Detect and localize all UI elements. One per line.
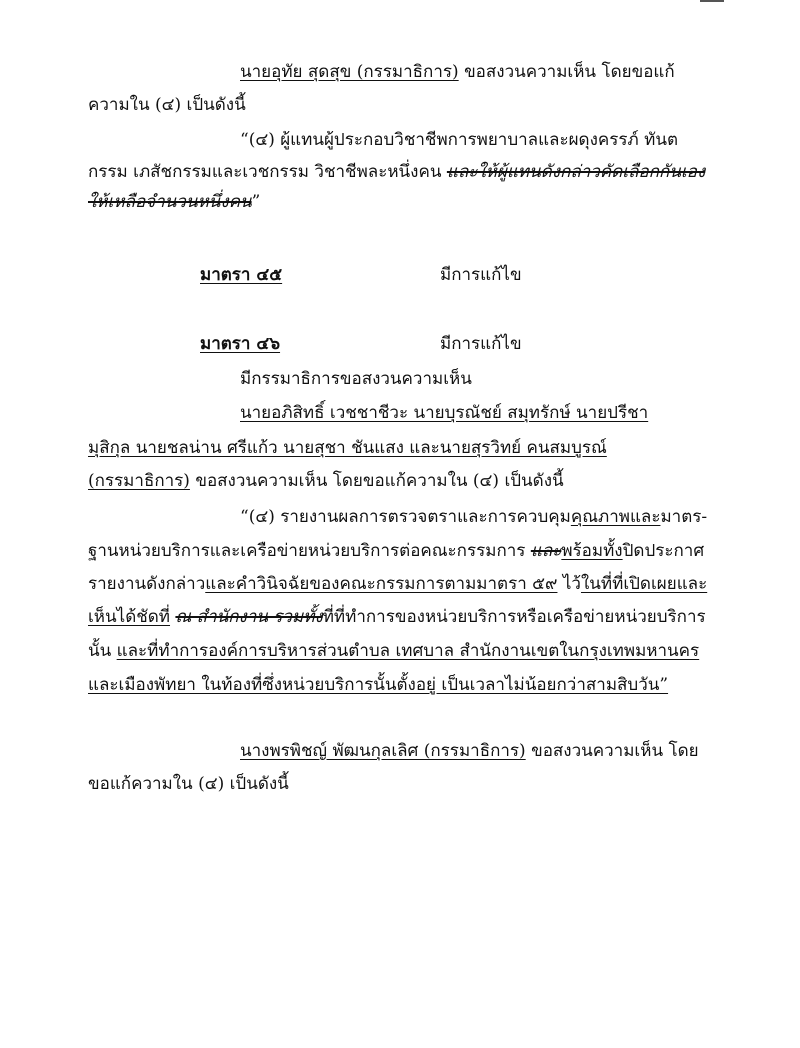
section-46-note: มีกรรมาธิการขอสงวนความเห็น <box>240 369 472 389</box>
section-46-members-line-1: นายอภิสิทธิ์ เวชชาชีวะ นายบุรณัชย์ สมุทรักษ์ นายปรีชา <box>240 403 649 423</box>
member-name-pornpit: นางพรพิชญ์ พัฒนกุลเลิศ (กรรมาธิการ) <box>240 741 526 761</box>
underlined-run: พร้อมทั้ง <box>561 541 623 561</box>
struck-run: ณ สำนักงาน รวมทั้ง <box>175 607 323 627</box>
underlined-run: คุณภาพและ <box>570 507 661 527</box>
amendment-3-line-2: ขอแก้ความใน (๔) เป็นดังนี้ <box>88 774 289 794</box>
underlined-run: และที่ทำการองค์การบริหารส่วนตำบล เทศบาล สำนักงานเขตในกรุงเทพมหานคร <box>116 641 700 661</box>
section-46-para-line-2 <box>88 539 704 563</box>
text-run: ที่ที่ทำการของหน่วยบริการหรือเครือข่ายหน่วยบริการ <box>322 607 706 627</box>
section-46-para-line-1 <box>240 505 707 529</box>
amendment-1-text: กรรม เภสัชกรรมและเวชกรรม วิชาชีพละหนึ่งคน <box>88 162 442 182</box>
amendment-1-line-4 <box>88 160 705 184</box>
amendment-1-line-2: ความใน (๔) เป็นดังนี้ <box>88 95 246 115</box>
amendment-3-intro: ขอสงวนความเห็น โดย <box>531 741 699 761</box>
amendment-1-intro: ขอสงวนความเห็น โดยขอแก้ <box>464 62 675 82</box>
section-46-members-line-2: มุสิกุล นายชลน่าน ศรีแก้ว นายสุชา ชันแสง และนายสุรวิทย์ คนสมบูรณ์ <box>88 438 607 458</box>
text-run: ปิดประกาศ <box>622 541 705 561</box>
section-46-intro: ขอสงวนความเห็น โดยขอแก้ความใน (๔) เป็นดังนี้ <box>195 471 564 491</box>
section-46-members-line-3 <box>88 469 564 493</box>
section-45-status: มีการแก้ไข <box>440 265 522 285</box>
underlined-run: และคำวินิจฉัยของคณะกรรมการตามมาตรา ๕๙ <box>205 574 558 594</box>
struck-run: และ <box>530 541 562 561</box>
amendment-1-struck-text-2: ให้เหลือจำนวนหนึ่งคน <box>88 192 252 212</box>
section-45-label: มาตรา ๔๕ <box>200 265 283 285</box>
section-46-para-line-5 <box>88 639 699 663</box>
member-name-uthai: นายอุทัย สุดสุข (กรรมาธิการ) <box>240 62 459 82</box>
scan-corner-mark <box>700 0 724 2</box>
amendment-1-line-1 <box>240 60 675 84</box>
text-run: มาตร- <box>660 507 708 527</box>
text-run: “(๔) รายงานผลการตรวจตราและการควบคุม <box>240 507 571 527</box>
underlined-run: เห็นได้ชัดที่ <box>88 607 171 627</box>
amendment-1-line-3: “(๔) ผู้แทนผู้ประกอบวิชาชีพการพยาบาลและผดุงครรภ์ ทันต <box>240 130 679 150</box>
text-run: รายงานดังกล่าว <box>88 574 206 594</box>
closing-quote: ” <box>251 192 261 212</box>
amendment-1-struck-text: และให้ผู้แทนดังกล่าวคัดเลือกกันเอง <box>446 162 706 182</box>
section-46-para-line-6: และเมืองพัทยา ในท้องที่ซึ่งหน่วยบริการนั้นตั้งอยู่ เป็นเวลาไม่น้อยกว่าสามสิบวัน” <box>88 675 669 695</box>
underlined-run: ในที่ที่เปิดเผยและ <box>580 574 708 594</box>
text-run: ไว้ <box>562 574 581 594</box>
section-46-para-line-3 <box>88 572 707 596</box>
committee-role: (กรรมาธิการ) <box>88 471 190 491</box>
section-46-para-line-4 <box>88 605 706 629</box>
section-46-status: มีการแก้ไข <box>440 334 522 354</box>
amendment-3-line-1 <box>240 739 699 763</box>
text-run: นั้น <box>88 641 112 661</box>
amendment-1-line-5 <box>88 190 260 214</box>
section-46-label: มาตรา ๔๖ <box>200 334 281 354</box>
text-run: ฐานหน่วยบริการและเครือข่ายหน่วยบริการต่อคณะกรรมการ <box>88 541 526 561</box>
